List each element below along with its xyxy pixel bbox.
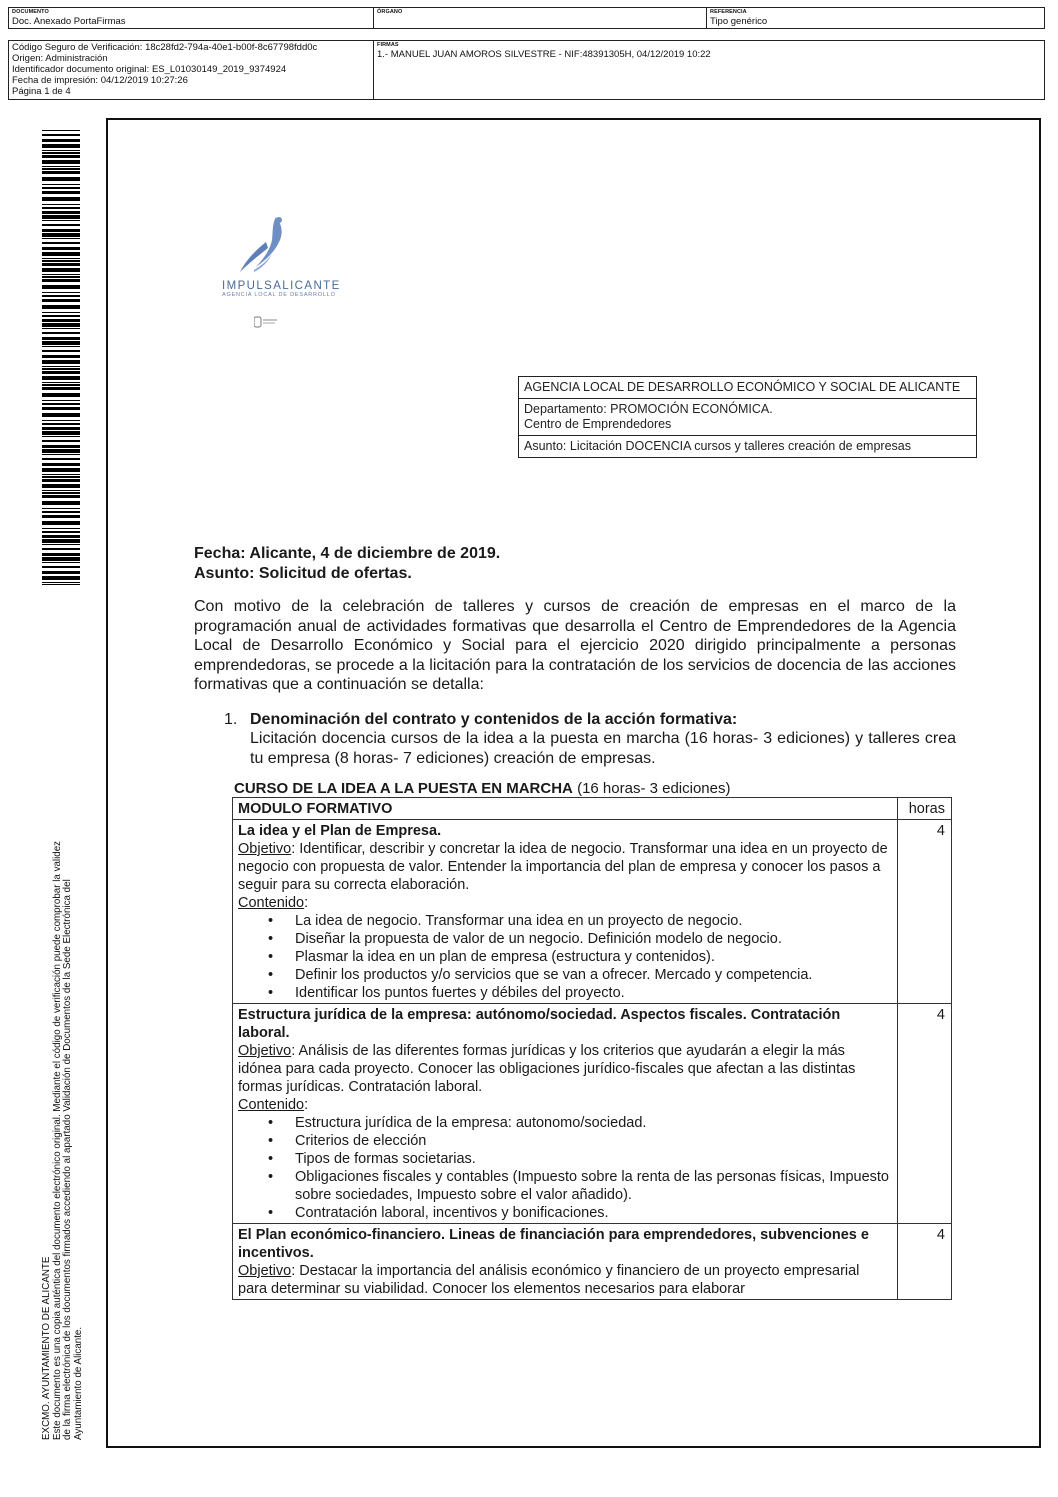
logo-name: IMPULSALICANTE: [222, 280, 341, 292]
table-header-row: [233, 798, 952, 820]
referencia-label: REFERENCIA: [710, 9, 747, 15]
impulsalicante-logo: [206, 212, 346, 298]
table-row: [233, 1224, 952, 1300]
side-legend-line: Este documento es una copia auténtica del documento electrónico original. Mediante el código de verificación puede comprobar la validez: [51, 840, 63, 1440]
table-caption: [234, 780, 956, 797]
side-legend-line: EXCMO. AYUNTAMIENTO DE ALICANTE: [41, 1256, 52, 1440]
contenido-list: [238, 1114, 892, 1222]
table-row: [233, 1004, 952, 1224]
department-line: Departamento: PROMOCIÓN ECONÓMICA.: [524, 402, 773, 416]
list-item: • Identificar los puntos fuertes y débiles del proyecto.: [295, 984, 892, 1002]
barcode-image: [42, 130, 80, 585]
contenido-colon: :: [304, 895, 309, 911]
module-contenido-heading: [238, 1096, 892, 1114]
subject-line: Asunto: Licitación DOCENCIA cursos y talleres creación de empresas: [524, 439, 911, 453]
contenido-colon: :: [304, 1097, 309, 1113]
csv-line: Código Seguro de Verificación: 18c28fd2-794a-40e1-b00f-8c67798fdd0c: [12, 42, 318, 53]
document-page: [106, 118, 1041, 1448]
table-row: [233, 820, 952, 1004]
module-objetivo: [238, 1042, 892, 1096]
list-item: • Definir los productos y/o servicios que se van a ofrecer. Mercado y competencia.: [295, 966, 892, 984]
document-header: [8, 7, 1045, 29]
agency-name: AGENCIA LOCAL DE DESARROLLO ECONÓMICO Y SOCIAL DE ALICANTE: [519, 377, 976, 399]
objetivo-text: : Análisis de las diferentes formas jurídicas y los criterios que ayudarán a elegir la más idónea para cada proyecto. Conocer las obligaciones jurídico-fiscales que afectan a las distintas formas jurídicas. Contratación laboral.: [238, 1043, 856, 1095]
csv-line: Identificador documento original: ES_L01030149_2019_9374924: [12, 64, 287, 75]
numbered-item: [194, 710, 956, 769]
csv-line: Página 1 de 4: [12, 86, 71, 97]
firmas-cell: [374, 41, 1044, 99]
intro-paragraph: Con motivo de la celebración de talleres y cursos de creación de empresas en el marco de la programación anual de actividades formativas que desarrolla el Centro de Emprendedores de la Agencia Local de Desarrollo Económico y Social para el ejercicio 2020 dirigido principalmente a personas emprendedoras, se procede a la licitación para la contratación de los servicios de docencia de las acciones formativas que a continuación se detalla:: [194, 598, 956, 693]
module-cell: [233, 1004, 898, 1224]
side-legend-line: de la firma electrónica de los documentos firmados accediendo al apartado Validación de Documentos de la Sede Electrónica del: [62, 879, 74, 1440]
documento-label: DOCUMENTO: [12, 9, 49, 15]
contenido-label: Contenido: [238, 1097, 305, 1113]
list-item: • Plasmar la idea en un plan de empresa (estructura y contenidos).: [295, 948, 892, 966]
objetivo-text: : Identificar, describir y concretar la idea de negocio. Transformar una idea en un proyecto de negocio con propuesta de valor. Entender la importancia del plan de empresa y conocer los pasos a seguir para su correcta elaboración.: [238, 841, 888, 893]
objetivo-label: Objetivo: [238, 1043, 292, 1059]
swimmer-logo-icon: [206, 212, 316, 282]
department-block: [519, 399, 976, 436]
logo-subtitle: AGENCIA LOCAL DE DESARROLLO: [222, 292, 336, 298]
center-line: Centro de Emprendedores: [524, 417, 672, 431]
csv-line: Fecha de impresión: 04/12/2019 10:27:26: [12, 75, 188, 86]
info-box: [518, 376, 977, 458]
objetivo-label: Objetivo: [238, 841, 292, 857]
list-item: • Tipos de formas societarias.: [295, 1150, 892, 1168]
list-item: • Contratación laboral, incentivos y bonificaciones.: [295, 1204, 892, 1222]
list-item: • La idea de negocio. Transformar una idea en un proyecto de negocio.: [295, 912, 892, 930]
item-text: Licitación docencia cursos de la idea a la puesta en marcha (16 horas- 3 ediciones) y talleres crea tu empresa (8 horas- 7 ediciones) creación de empresas.: [250, 730, 956, 767]
objetivo-label: Objetivo: [238, 1263, 292, 1279]
csv-line: Origen: Administración: [12, 53, 108, 64]
documento-value: Doc. Anexado PortaFirmas: [12, 16, 126, 27]
documento-cell: [9, 8, 374, 28]
contenido-list: [238, 912, 892, 1002]
item-number: 1.: [224, 710, 238, 728]
date-line: Fecha: Alicante, 4 de diciembre de 2019.: [194, 545, 501, 562]
hours-cell: 4: [898, 820, 952, 1004]
city-seal-icon: [254, 316, 278, 328]
item-title: Denominación del contrato y contenidos de la acción formativa:: [250, 710, 738, 728]
header-row-top: [9, 8, 1044, 28]
csv-cell: [9, 41, 374, 99]
subject-heading: Asunto: Solicitud de ofertas.: [194, 564, 412, 582]
referencia-value: Tipo genérico: [710, 16, 768, 27]
list-item: • Obligaciones fiscales y contables (Impuesto sobre la renta de las personas físicas, Impuesto sobre sociedades, Impuesto sobre el valor añadido).: [295, 1168, 892, 1204]
list-item: • Criterios de elección: [295, 1132, 892, 1150]
module-objetivo: [238, 840, 892, 894]
hours-cell: 4: [898, 1224, 952, 1300]
module-title: La idea y el Plan de Empresa.: [238, 823, 442, 839]
side-legend: [42, 780, 84, 1440]
referencia-cell: [707, 8, 1044, 28]
header-row-verification: [9, 41, 1044, 99]
verification-header: [8, 40, 1045, 100]
letter-body: [194, 544, 956, 1300]
hours-cell: 4: [898, 1004, 952, 1224]
module-cell: [233, 1224, 898, 1300]
list-item: • Estructura jurídica de la empresa: autonomo/sociedad.: [295, 1114, 892, 1132]
objetivo-text: : Destacar la importancia del análisis económico y financiero de un proyecto empresarial para determinar su viabilidad. Conocer los elementos necesarios para elaborar: [238, 1263, 860, 1297]
list-item: • Diseñar la propuesta de valor de un negocio. Definición modelo de negocio.: [295, 930, 892, 948]
firmas-value: 1.- MANUEL JUAN AMOROS SILVESTRE - NIF:48391305H, 04/12/2019 10:22: [377, 49, 711, 60]
contenido-label: Contenido: [238, 895, 305, 911]
modules-table: [232, 797, 952, 1300]
organo-label: ÓRGANO: [377, 9, 403, 15]
side-legend-text: [42, 780, 84, 1440]
module-contenido-heading: [238, 894, 892, 912]
column-header-hours: horas: [898, 798, 952, 820]
module-title: Estructura jurídica de la empresa: autónomo/sociedad. Aspectos fiscales. Contratación laboral.: [238, 1007, 841, 1041]
module-cell: [233, 820, 898, 1004]
module-title: El Plan económico-financiero. Lineas de financiación para emprendedores, subvenciones e incentivos.: [238, 1227, 869, 1261]
table-caption-rest: (16 horas- 3 ediciones): [572, 780, 731, 797]
column-header-module: MODULO FORMATIVO: [233, 798, 898, 820]
side-legend-line: Ayuntamiento de Alicante.: [72, 1326, 84, 1440]
table-caption-bold: CURSO DE LA IDEA A LA PUESTA EN MARCHA: [234, 780, 573, 797]
module-objetivo: [238, 1262, 892, 1298]
organo-cell: [374, 8, 707, 28]
firmas-label: FIRMAS: [377, 42, 399, 48]
